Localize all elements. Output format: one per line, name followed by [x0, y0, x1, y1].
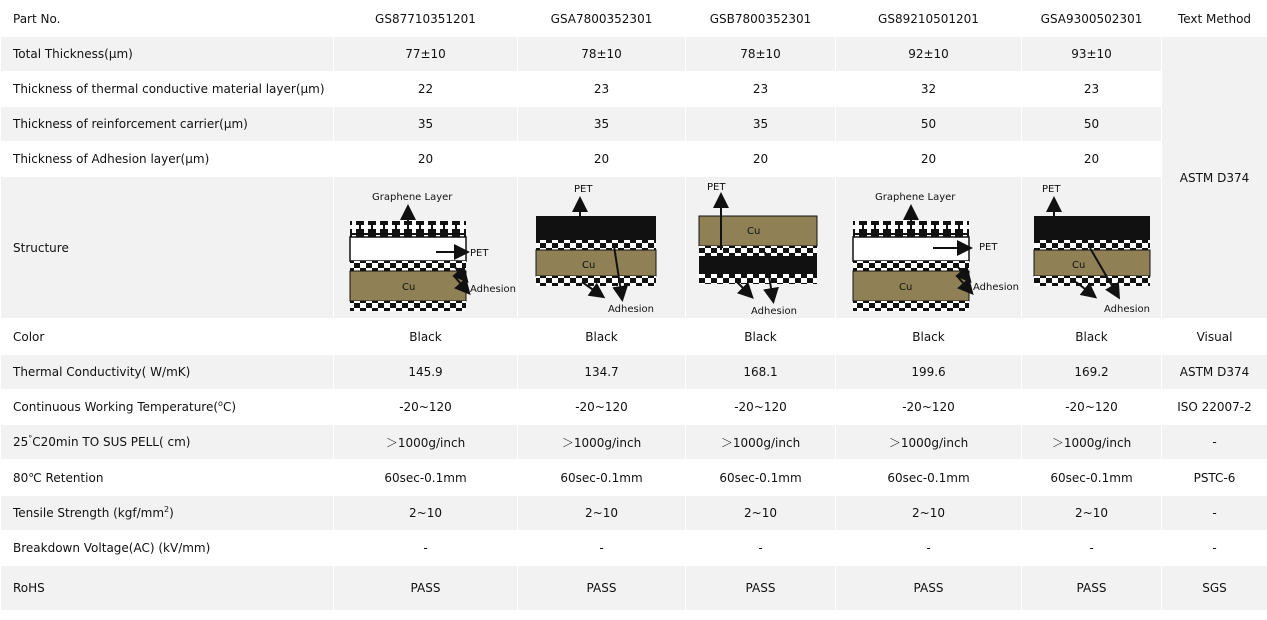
cell-value: 60sec-0.1mm — [836, 460, 1022, 496]
structure-diagram-1 — [334, 177, 518, 319]
part-number-4: GS89210501201 — [836, 1, 1022, 37]
pet-layer — [1034, 216, 1150, 240]
cell-value: 2~10 — [518, 496, 686, 531]
cell-method: SGS — [1162, 566, 1267, 611]
part-number-1: GS87710351201 — [334, 1, 518, 37]
layer-diagram — [839, 178, 1019, 318]
table-row-breakdown-voltage — [1, 531, 1267, 566]
cell-value: ＞1000g/inch — [1022, 425, 1162, 460]
cell-value: ＞1000g/inch — [836, 425, 1022, 460]
cell-value: Black — [1022, 319, 1162, 355]
adhesion-layer — [536, 276, 656, 286]
cell-value: - — [836, 531, 1022, 566]
adhesion-layer — [350, 301, 466, 311]
diagram-label-top: PET — [706, 181, 725, 193]
cell-value: - — [1022, 531, 1162, 566]
cell-value: - — [686, 531, 836, 566]
adhesion-layer — [853, 261, 969, 271]
cell-value: 2~10 — [1022, 496, 1162, 531]
row-label: RoHS — [1, 566, 334, 611]
cell-value: 50 — [836, 107, 1022, 142]
cell-value: 35 — [686, 107, 836, 142]
adhesion-layer — [1034, 240, 1150, 250]
table-row-total-thickness — [1, 37, 1267, 72]
cell-value: 2~10 — [836, 496, 1022, 531]
cell-value: 145.9 — [334, 355, 518, 390]
cell-value: 20 — [1022, 142, 1162, 177]
cell-value: Black — [334, 319, 518, 355]
cell-value: PASS — [686, 566, 836, 611]
cell-value: 168.1 — [686, 355, 836, 390]
cell-value: PASS — [836, 566, 1022, 611]
diagram-label-bottom: Adhesion — [469, 283, 516, 295]
adhesion-layer — [853, 301, 969, 311]
row-label: Continuous Working Temperature($^o$C) — [1, 390, 334, 425]
diagram-label-cu: Cu — [401, 281, 415, 293]
cell-method: PSTC-6 — [1162, 460, 1267, 496]
diagram-label-bottom: Adhesion — [607, 303, 654, 315]
diagram-label-bottom: Adhesion — [972, 281, 1019, 293]
cell-value: PASS — [1022, 566, 1162, 611]
header-part-no-label: Part No. — [1, 1, 334, 37]
table-row-structure — [1, 177, 1267, 319]
part-number-3: GSB7800352301 — [686, 1, 836, 37]
cell-value: Black — [836, 319, 1022, 355]
cell-value: 60sec-0.1mm — [1022, 460, 1162, 496]
cell-value: 2~10 — [686, 496, 836, 531]
cell-value: 23 — [1022, 72, 1162, 107]
cell-value: 78±10 — [686, 37, 836, 72]
structure-diagram-4 — [836, 177, 1022, 319]
cell-method: - — [1162, 496, 1267, 531]
row-label: Color — [1, 319, 334, 355]
cell-method: - — [1162, 425, 1267, 460]
row-label: Thickness of thermal conductive material layer(μm) — [1, 72, 334, 107]
cell-method: ISO 22007-2 — [1162, 390, 1267, 425]
row-label: 80℃ Retention — [1, 460, 334, 496]
cell-value: -20~120 — [334, 390, 518, 425]
table-row-color — [1, 319, 1267, 355]
diagram-label-cu: Cu — [746, 225, 760, 237]
header-row — [1, 1, 1267, 37]
cell-value: 60sec-0.1mm — [518, 460, 686, 496]
table-row-rohs — [1, 566, 1267, 611]
table-row-working-temperature — [1, 390, 1267, 425]
diagram-label-cu: Cu — [581, 259, 595, 271]
cell-method: - — [1162, 531, 1267, 566]
table-row-thermal-layer — [1, 72, 1267, 107]
diagram-label-bottom: Adhesion — [750, 305, 797, 317]
table-row-tensile-strength — [1, 496, 1267, 531]
row-label: Tensile Strength $(kgf/mm^2)$ — [1, 496, 334, 531]
cell-value: 134.7 — [518, 355, 686, 390]
cell-value: 60sec-0.1mm — [334, 460, 518, 496]
adhesion-layer — [699, 274, 817, 284]
thickness-method: ASTM D374 — [1162, 37, 1267, 319]
diagram-label-bottom: Adhesion — [1104, 303, 1150, 315]
adhesion-layer — [536, 240, 656, 250]
diagram-label-cu: Cu — [1072, 259, 1086, 271]
pet-layer — [699, 256, 817, 274]
row-label: 25°C20min TO SUS PELL( cm) — [1, 425, 334, 460]
structure-diagram-3 — [686, 177, 836, 319]
diagram-label-mid: PET — [978, 241, 997, 253]
diagram-label-top: Graphene Layer — [874, 191, 955, 203]
cell-value: -20~120 — [1022, 390, 1162, 425]
cell-value: -20~120 — [518, 390, 686, 425]
cell-value: -20~120 — [686, 390, 836, 425]
cell-value: 35 — [334, 107, 518, 142]
adhesion-layer — [1034, 276, 1150, 286]
cu-layer — [536, 250, 656, 276]
table-row-carrier — [1, 107, 1267, 142]
table-row-peel — [1, 425, 1267, 460]
adhesion-layer — [699, 246, 817, 256]
cell-value: 20 — [836, 142, 1022, 177]
cell-value: 35 — [518, 107, 686, 142]
layer-diagram — [1022, 178, 1162, 318]
cell-value: 20 — [518, 142, 686, 177]
cell-value: Black — [686, 319, 836, 355]
layer-diagram — [687, 178, 835, 318]
cell-value: Black — [518, 319, 686, 355]
cell-value: 199.6 — [836, 355, 1022, 390]
cell-value: ＞1000g/inch — [334, 425, 518, 460]
row-label: Thermal Conductivity( W/mK) — [1, 355, 334, 390]
structure-diagram-2 — [518, 177, 686, 319]
table-row-adhesion — [1, 142, 1267, 177]
cell-value: -20~120 — [836, 390, 1022, 425]
cell-value: ＞1000g/inch — [518, 425, 686, 460]
cell-value: - — [518, 531, 686, 566]
table-row-retention — [1, 460, 1267, 496]
cell-value: 78±10 — [518, 37, 686, 72]
cell-method: ASTM D374 — [1162, 355, 1267, 390]
pet-layer — [536, 216, 656, 240]
cell-value: 60sec-0.1mm — [686, 460, 836, 496]
cell-value: PASS — [518, 566, 686, 611]
row-label: Total Thickness(μm) — [1, 37, 334, 72]
cell-value: - — [334, 531, 518, 566]
diagram-label-mid: PET — [469, 247, 488, 259]
cell-value: 50 — [1022, 107, 1162, 142]
cu-layer — [1034, 250, 1150, 276]
cell-value: 32 — [836, 72, 1022, 107]
cell-value: 23 — [686, 72, 836, 107]
diagram-label-top: Graphene Layer — [371, 191, 452, 203]
part-number-2: GSA7800352301 — [518, 1, 686, 37]
layer-diagram — [522, 178, 682, 318]
part-number-5: GSA9300502301 — [1022, 1, 1162, 37]
cell-value: ＞1000g/inch — [686, 425, 836, 460]
cell-value: 92±10 — [836, 37, 1022, 72]
structure-diagram-5 — [1022, 177, 1162, 319]
row-label: Breakdown Voltage(AC) (kV/mm) — [1, 531, 334, 566]
layer-diagram — [336, 178, 516, 318]
cell-value: 77±10 — [334, 37, 518, 72]
row-label: Thickness of Adhesion layer(μm) — [1, 142, 334, 177]
diagram-label-cu: Cu — [898, 281, 912, 293]
cell-method: Visual — [1162, 319, 1267, 355]
cell-value: 22 — [334, 72, 518, 107]
diagram-label-top: PET — [1042, 183, 1061, 195]
cell-value: 169.2 — [1022, 355, 1162, 390]
row-label: Structure — [1, 177, 334, 319]
adhesion-layer — [350, 261, 466, 271]
cell-value: 23 — [518, 72, 686, 107]
cell-value: 20 — [334, 142, 518, 177]
row-label: Thickness of reinforcement carrier(μm) — [1, 107, 334, 142]
cell-value: 2~10 — [334, 496, 518, 531]
header-method-label: Text Method — [1162, 1, 1267, 37]
cell-value: 20 — [686, 142, 836, 177]
diagram-label-top: PET — [573, 183, 592, 195]
pet-layer — [350, 237, 466, 261]
cell-value: 93±10 — [1022, 37, 1162, 72]
cell-value: PASS — [334, 566, 518, 611]
table-row-thermal-conductivity — [1, 355, 1267, 390]
